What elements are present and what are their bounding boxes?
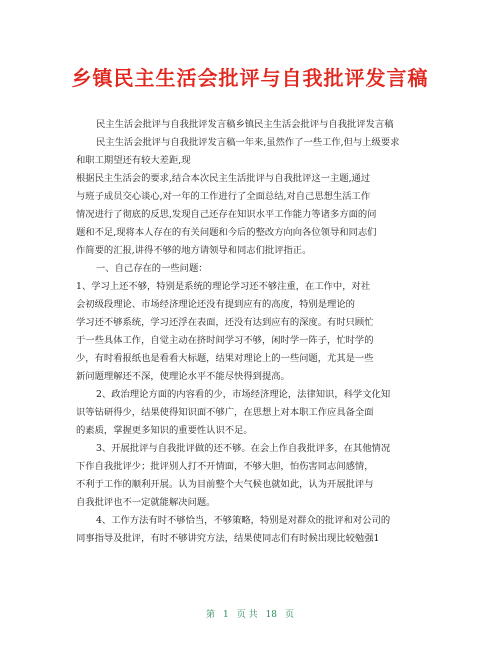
text-line: 不利于工作的顺利开展。认为目前整个大气候也就如此，认为开展批评与 [76, 479, 374, 490]
footer-page-number: 1 [222, 610, 229, 620]
document-body [76, 116, 436, 548]
text-line: 学习还不够系统，学习还浮在表面，还没有达到应有的深度。有时只顾忙 [76, 317, 374, 328]
text-line: 和职工期望还有较大差距,现 [76, 155, 191, 166]
text-line: 作简要的汇报,讲得不够的地方请领导和同志们批评指正。 [76, 245, 312, 256]
text-line: 3、开展批评与自我批评做的还不够。在会上作自我批评多，在其他情况 [96, 443, 391, 454]
footer-total-pages: 18 [265, 610, 278, 620]
text-line: 情况进行了彻底的反思,发现自己还存在知识水平工作能力等诸多方面的问 [76, 209, 377, 220]
text-line: 民主生活会批评与自我批评发言稿一年来,虽然作了一些工作,但与上级要求 [96, 137, 400, 148]
text-line: 会初级段理论、市场经济理论还没有提到应有的高度，特别是理论的 [76, 299, 355, 310]
text-line: 民主生活会批评与自我批评发言稿乡镇民主生活会批评与自我批评发言稿 [96, 119, 394, 130]
footer-suffix: 页 [285, 610, 295, 620]
page-footer [0, 607, 500, 620]
text-line: 同事指导及批评，有时不够讲究方法，结果使同志们有时候出现比较勉强1 [76, 533, 380, 544]
text-line: 题和不足,现将本人存在的有关问题和今后的整改方向向各位领导和同志们 [76, 227, 377, 238]
document-title: 乡镇民主生活会批评与自我批评发言稿 [71, 66, 429, 90]
text-line: 1、学习上还不够，特别是系统的理论学习还不够注重，在工作中，对社 [76, 281, 371, 292]
footer-middle: 页 共 [236, 610, 258, 620]
text-line: 于一些具体工作，自觉主动在挤时间学习不够，闲时学一阵子，忙时学的 [76, 335, 374, 346]
text-line: 识等钻研得少，结果使得知识面不够广，在思想上对本职工作应具备全面 [76, 407, 374, 418]
text-line: 的素质，掌握更多知识的重要性认识不足。 [76, 425, 253, 436]
text-line: 与班子成员交心谈心,对一年的工作进行了全面总结,对自己思想生活工作 [76, 191, 371, 202]
text-line: 4、工作方法有时不够恰当，不够策略，特别是对群众的批评和对公司的 [96, 515, 391, 526]
footer-prefix: 第 [205, 610, 215, 620]
text-line: 少，有时看报纸也是看看大标题，结果对理论上的一些问题，尤其是一些 [76, 353, 374, 364]
text-line: 新问题理解还不深，使理论水平不能尽快得到提高。 [76, 371, 290, 382]
text-line: 根据民主生活会的要求,结合本次民主生活批评与自我批评这一主题,通过 [76, 173, 371, 184]
text-line: 一、自己存在的一些问题： [96, 263, 208, 274]
text-line: 2、政治理论方面的内容看的少，市场经济理论，法律知识，科学文化知 [96, 389, 391, 400]
text-line: 自我批评也不一定就能解决问题。 [76, 497, 216, 508]
text-line: 下作自我批评少；批评别人打不开情面，不够大胆，怕伤害同志间感情， [76, 461, 374, 472]
